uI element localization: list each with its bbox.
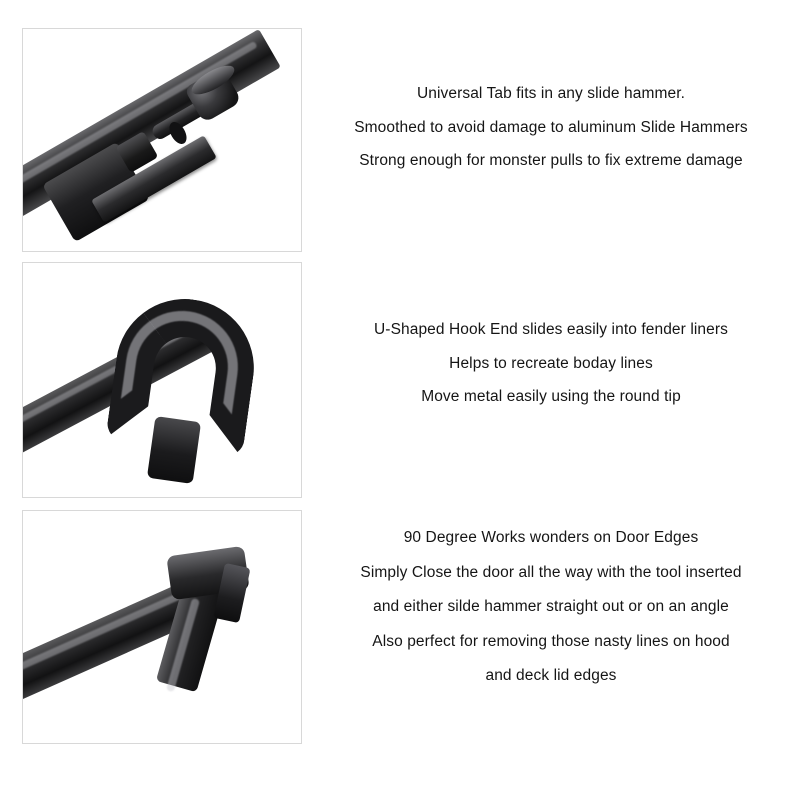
product-photo-ninety-degree bbox=[22, 510, 302, 744]
feature-text-ninety-degree bbox=[302, 510, 800, 703]
feature-line: Also perfect for removing those nasty lines on hood bbox=[372, 632, 730, 650]
feature-line: 90 Degree Works wonders on Door Edges bbox=[403, 529, 699, 546]
feature-text-universal-tab bbox=[302, 28, 800, 187]
feature-line: and deck lid edges bbox=[485, 667, 617, 684]
product-photo-universal-tab bbox=[22, 28, 302, 252]
product-photo-u-shaped-hook bbox=[22, 262, 302, 498]
feature-line: Strong enough for monster pulls to fix extreme damage bbox=[359, 152, 743, 169]
hook-tip-shape bbox=[147, 416, 201, 484]
feature-row-ninety-degree bbox=[0, 510, 800, 764]
feature-line: Helps to recreate boday lines bbox=[449, 354, 653, 372]
feature-line: Universal Tab fits in any slide hammer. bbox=[416, 85, 686, 102]
feature-line: Smoothed to avoid damage to aluminum Slide Hammers bbox=[354, 118, 748, 136]
feature-row-u-shaped-hook bbox=[0, 262, 800, 508]
feature-line: U-Shaped Hook End slides easily into fender liners bbox=[374, 321, 728, 338]
feature-line: Simply Close the door all the way with the tool inserted bbox=[360, 563, 742, 581]
feature-line: and either silde hammer straight out or on an angle bbox=[373, 598, 729, 615]
feature-text-u-shaped-hook bbox=[302, 262, 800, 423]
feature-row-universal-tab bbox=[0, 28, 800, 260]
feature-line: Move metal easily using the round tip bbox=[421, 388, 681, 405]
